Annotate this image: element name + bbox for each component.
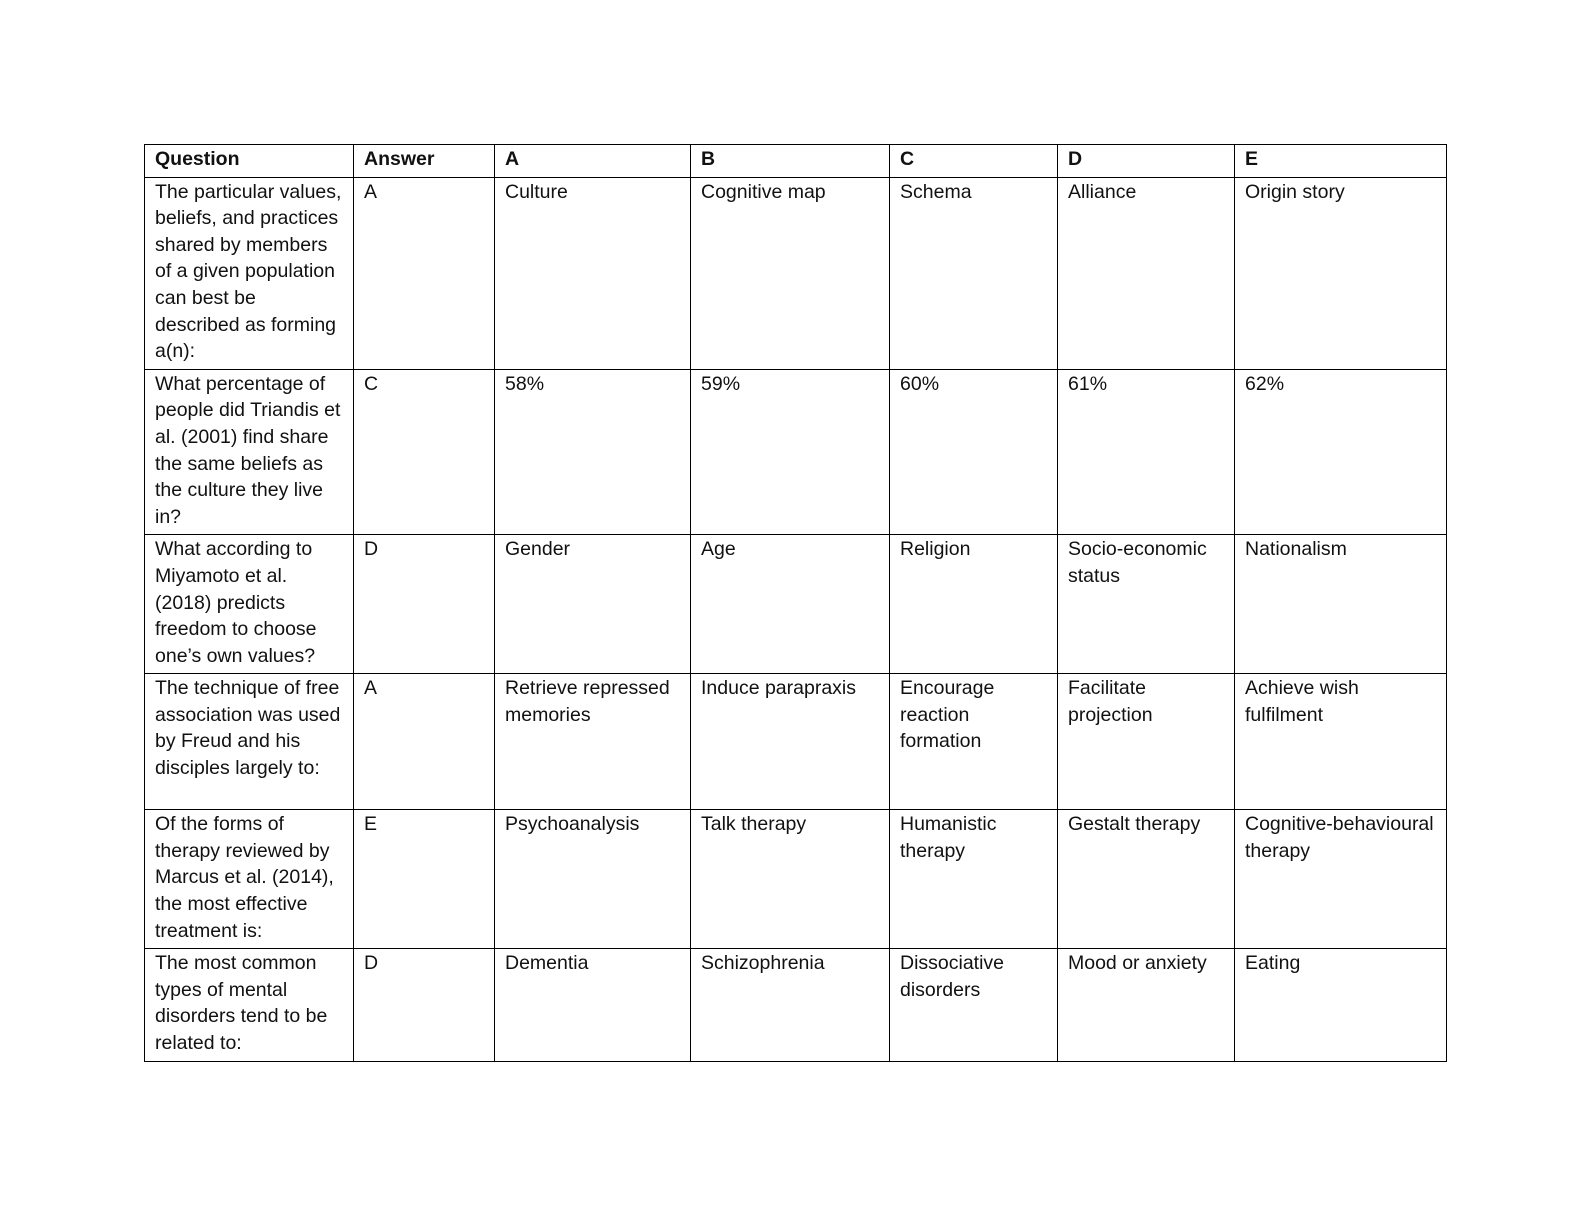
- option-e-cell: Nationalism: [1235, 535, 1447, 674]
- answer-cell: A: [354, 177, 495, 369]
- table-row: [145, 949, 1447, 1061]
- option-b-cell: Age: [691, 535, 890, 674]
- table-row: [145, 674, 1447, 810]
- option-a-cell: Psychoanalysis: [495, 810, 691, 949]
- option-d-cell: Alliance: [1058, 177, 1235, 369]
- table-row: [145, 810, 1447, 949]
- question-cell: What according to Miyamoto et al. (2018) predicts freedom to choose one’s own values?: [145, 535, 354, 674]
- header-answer: Answer: [354, 145, 495, 178]
- table-row: [145, 535, 1447, 674]
- answer-cell: A: [354, 674, 495, 810]
- question-cell: The particular values, beliefs, and practices shared by members of a given population can best be described as forming a(n):: [145, 177, 354, 369]
- quiz-table: [144, 144, 1447, 1062]
- table-row: [145, 369, 1447, 535]
- answer-cell: D: [354, 535, 495, 674]
- option-b-cell: Cognitive map: [691, 177, 890, 369]
- option-d-cell: Mood or anxiety: [1058, 949, 1235, 1061]
- header-option-c: C: [890, 145, 1058, 178]
- header-option-a: A: [495, 145, 691, 178]
- option-e-cell: Cognitive-behavioural therapy: [1235, 810, 1447, 949]
- option-e-cell: 62%: [1235, 369, 1447, 535]
- answer-cell: C: [354, 369, 495, 535]
- option-e-cell: Origin story: [1235, 177, 1447, 369]
- option-e-cell: Achieve wish fulfilment: [1235, 674, 1447, 810]
- option-c-cell: Encourage reaction formation: [890, 674, 1058, 810]
- header-option-b: B: [691, 145, 890, 178]
- question-cell: Of the forms of therapy reviewed by Marcus et al. (2014), the most effective treatment is:: [145, 810, 354, 949]
- option-d-cell: Facilitate projection: [1058, 674, 1235, 810]
- table-row: [145, 177, 1447, 369]
- header-option-d: D: [1058, 145, 1235, 178]
- option-c-cell: Schema: [890, 177, 1058, 369]
- option-a-cell: Culture: [495, 177, 691, 369]
- option-e-cell: Eating: [1235, 949, 1447, 1061]
- header-question: Question: [145, 145, 354, 178]
- option-c-cell: Religion: [890, 535, 1058, 674]
- option-b-cell: 59%: [691, 369, 890, 535]
- option-b-cell: Talk therapy: [691, 810, 890, 949]
- header-option-e: E: [1235, 145, 1447, 178]
- answer-cell: E: [354, 810, 495, 949]
- question-cell: The most common types of mental disorders tend to be related to:: [145, 949, 354, 1061]
- option-c-cell: Dissociative disorders: [890, 949, 1058, 1061]
- option-a-cell: Dementia: [495, 949, 691, 1061]
- option-a-cell: Retrieve repressed memories: [495, 674, 691, 810]
- option-a-cell: 58%: [495, 369, 691, 535]
- option-b-cell: Induce parapraxis: [691, 674, 890, 810]
- option-c-cell: Humanistic therapy: [890, 810, 1058, 949]
- question-cell: What percentage of people did Triandis et al. (2001) find share the same beliefs as the culture they live in?: [145, 369, 354, 535]
- option-b-cell: Schizophrenia: [691, 949, 890, 1061]
- table-header-row: [145, 145, 1447, 178]
- option-a-cell: Gender: [495, 535, 691, 674]
- option-d-cell: Socio-economic status: [1058, 535, 1235, 674]
- option-c-cell: 60%: [890, 369, 1058, 535]
- option-d-cell: 61%: [1058, 369, 1235, 535]
- answer-cell: D: [354, 949, 495, 1061]
- question-cell: The technique of free association was used by Freud and his disciples largely to:: [145, 674, 354, 810]
- option-d-cell: Gestalt therapy: [1058, 810, 1235, 949]
